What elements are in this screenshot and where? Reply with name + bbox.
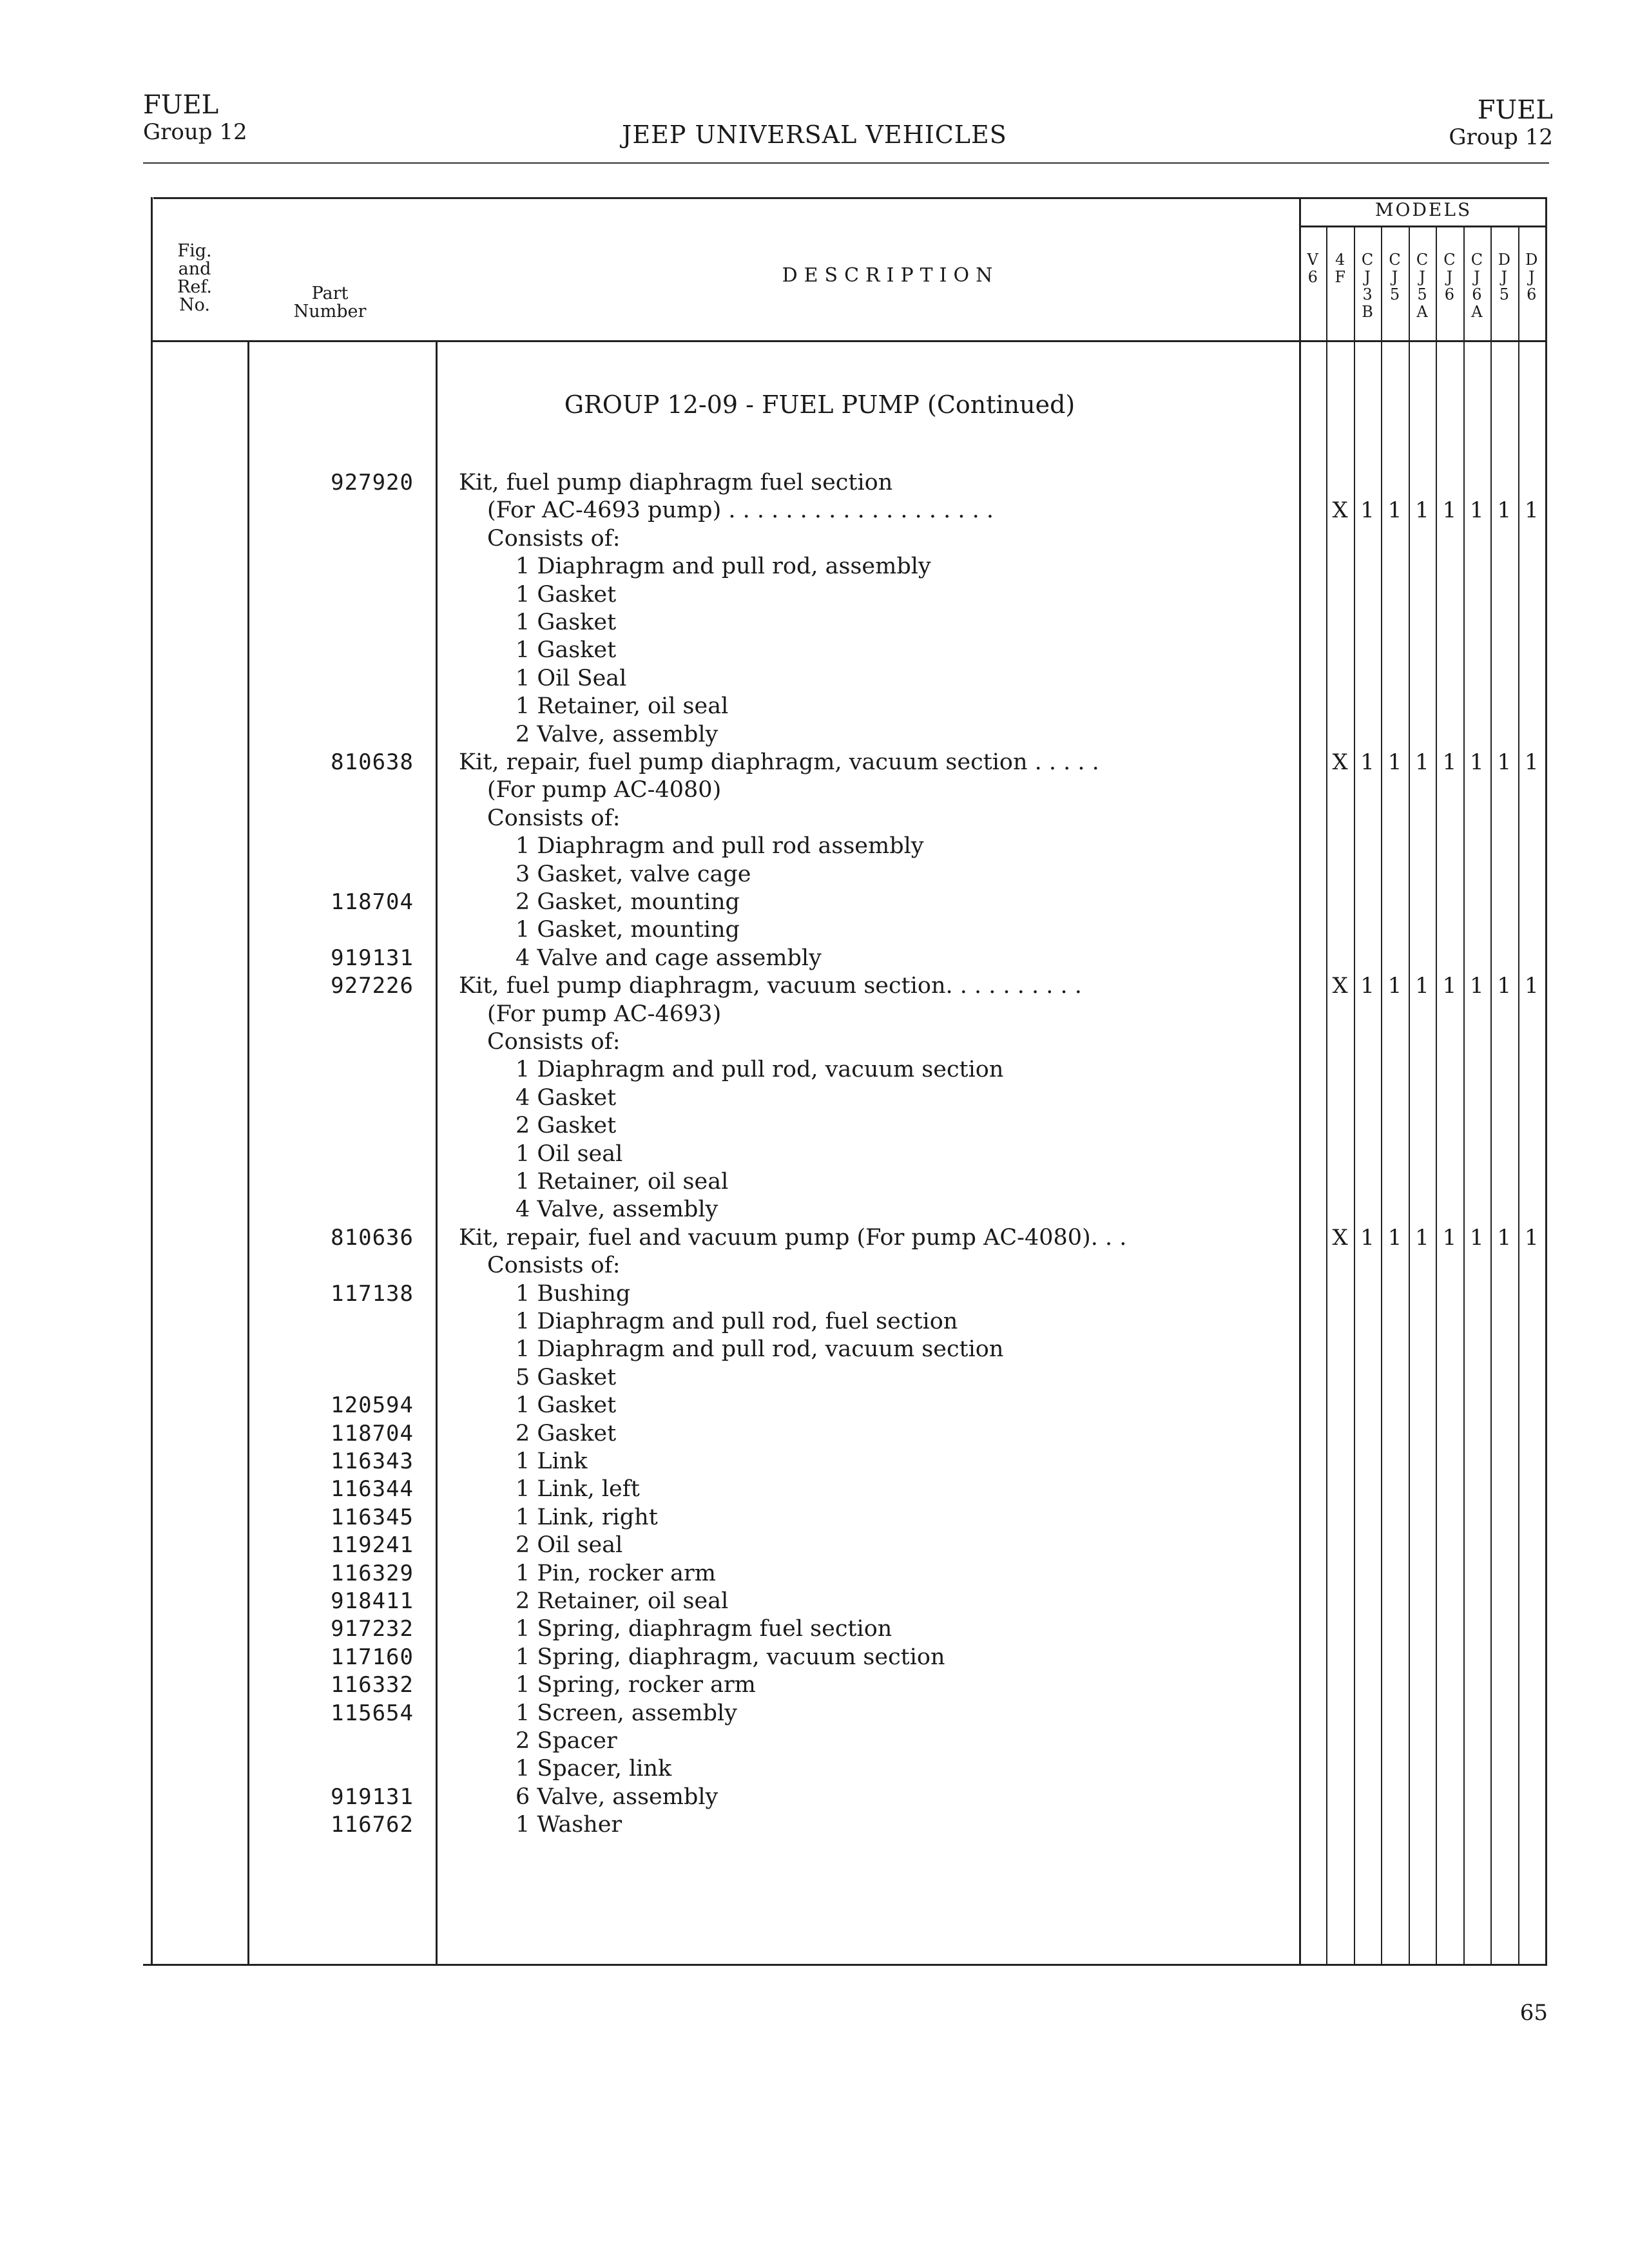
model-quantity: 1 — [1387, 497, 1402, 524]
table-row — [143, 749, 1545, 776]
header-row-divider — [151, 340, 1547, 342]
table-row — [143, 693, 1545, 720]
models-column-header: MODELS — [1374, 199, 1472, 220]
model-quantity: 1 — [1524, 749, 1539, 775]
table-row — [143, 1783, 1545, 1811]
part-description: 5 Gasket — [516, 1364, 617, 1390]
table-border-top — [153, 197, 1547, 199]
model-quantity: 1 — [1387, 973, 1402, 999]
model-quantity: X — [1332, 497, 1348, 524]
table-row — [143, 1196, 1545, 1224]
part-description: 1 Retainer, oil seal — [516, 1169, 729, 1195]
table-row — [143, 637, 1545, 664]
model-quantity: 1 — [1360, 749, 1374, 775]
model-quantity: 1 — [1497, 497, 1512, 524]
model-quantity: X — [1332, 1224, 1348, 1251]
table-row — [143, 1336, 1545, 1363]
part-description: 4 Valve, assembly — [516, 1196, 718, 1223]
model-quantity: 1 — [1442, 497, 1457, 524]
model-quantity: 1 — [1415, 497, 1429, 524]
model-quantity: X — [1332, 973, 1348, 999]
table-row — [143, 1168, 1545, 1196]
table-row — [143, 1001, 1545, 1028]
table-row — [143, 1644, 1545, 1671]
model-quantity: 1 — [1360, 1224, 1374, 1251]
table-row — [143, 1028, 1545, 1056]
part-number: 116762 — [331, 1812, 414, 1838]
part-description: 6 Valve, assembly — [516, 1783, 718, 1810]
part-description: 2 Gasket, mounting — [516, 889, 740, 915]
part-number: 810638 — [331, 749, 414, 775]
model-quantity: 1 — [1524, 973, 1539, 999]
part-description: 2 Spacer — [516, 1728, 617, 1754]
part-number: 118704 — [331, 1420, 414, 1446]
table-row — [143, 469, 1545, 497]
part-description: Kit, fuel pump diaphragm, vacuum section. . . . . . . . . . — [459, 973, 1082, 999]
model-header-6: C J 6 A — [1470, 251, 1483, 321]
table-row — [143, 553, 1545, 581]
model-header-2: C J 3 B — [1361, 251, 1374, 321]
table-border-bottom — [143, 1964, 1547, 1966]
part-description: 1 Link, left — [516, 1476, 640, 1503]
part-description: 1 Diaphragm and pull rod, vacuum section — [516, 1336, 1004, 1363]
model-quantity: 1 — [1497, 749, 1512, 775]
part-description: 1 Gasket — [516, 1392, 617, 1419]
table-row — [143, 1615, 1545, 1643]
table-row — [143, 1671, 1545, 1699]
part-description: 1 Diaphragm and pull rod assembly — [516, 833, 924, 860]
table-row — [143, 1700, 1545, 1727]
page-number: 65 — [1519, 2000, 1548, 2026]
table-row — [143, 1811, 1545, 1839]
part-description: 2 Retainer, oil seal — [516, 1588, 729, 1614]
table-row — [143, 805, 1545, 832]
model-quantity: 1 — [1524, 497, 1539, 524]
part-description: 1 Pin, rocker arm — [516, 1560, 716, 1586]
part-description: 1 Spring, rocker arm — [516, 1672, 756, 1698]
model-quantity: X — [1332, 749, 1348, 775]
model-header-5: C J 6 — [1443, 251, 1456, 303]
model-quantity: 1 — [1470, 497, 1484, 524]
model-header-0: V 6 — [1307, 251, 1318, 286]
model-quantity: 1 — [1442, 749, 1457, 775]
header-rule — [143, 162, 1549, 164]
table-row — [143, 1280, 1545, 1308]
part-number: 919131 — [331, 945, 414, 971]
table-row — [143, 1560, 1545, 1588]
part-number: 116332 — [331, 1672, 414, 1698]
description-column-header: DESCRIPTION — [782, 264, 999, 287]
table-row — [143, 525, 1545, 553]
part-description: Consists of: — [487, 805, 621, 831]
part-description: 1 Diaphragm and pull rod, fuel section — [516, 1309, 958, 1334]
part-description: 1 Diaphragm and pull rod, vacuum section — [516, 1057, 1004, 1083]
table-row — [143, 1112, 1545, 1140]
table-row — [143, 945, 1545, 972]
model-quantity: 1 — [1524, 1224, 1539, 1251]
model-quantity: 1 — [1442, 1224, 1457, 1251]
part-description: 1 Spacer, link — [516, 1756, 672, 1782]
table-row — [143, 665, 1545, 693]
part-number: 117160 — [331, 1644, 414, 1670]
table-row — [143, 1588, 1545, 1615]
model-quantity: 1 — [1360, 497, 1374, 524]
part-description: 1 Link, right — [516, 1504, 658, 1530]
part-description: 1 Link — [516, 1448, 588, 1474]
parts-table — [143, 197, 1548, 1966]
part-description: Kit, repair, fuel and vacuum pump (For pump AC-4080). . . — [459, 1224, 1127, 1251]
table-row — [143, 1252, 1545, 1280]
header-center-title: JEEP UNIVERSAL VEHICLES — [622, 120, 1007, 149]
header-right-subtitle: Group 12 — [1449, 124, 1553, 150]
part-description: Consists of: — [487, 525, 621, 552]
part-description: 2 Oil seal — [516, 1532, 623, 1559]
part-number: 116329 — [331, 1560, 414, 1586]
table-row — [143, 1140, 1545, 1168]
model-quantity: 1 — [1415, 1224, 1429, 1251]
part-description: (For AC-4693 pump) . . . . . . . . . . . . . . . . . . . — [487, 497, 994, 524]
part-description: 1 Spring, diaphragm, vacuum section — [516, 1644, 945, 1670]
part-description: 1 Gasket — [516, 637, 617, 664]
part-description: (For pump AC-4080) — [487, 777, 722, 803]
table-row — [143, 1364, 1545, 1392]
part-number: 116345 — [331, 1504, 414, 1530]
model-quantity: 1 — [1470, 973, 1484, 999]
table-row — [143, 861, 1545, 889]
table-row — [143, 497, 1545, 524]
table-row — [143, 1475, 1545, 1503]
model-header-7: D J 5 — [1498, 251, 1510, 303]
model-quantity: 1 — [1470, 1224, 1484, 1251]
part-number: 119241 — [331, 1532, 414, 1559]
part-number: 116343 — [331, 1448, 414, 1474]
part-description: 4 Valve and cage assembly — [516, 945, 822, 971]
model-header-3: C J 5 — [1389, 251, 1401, 303]
part-description: 1 Screen, assembly — [516, 1700, 737, 1726]
model-quantity: 1 — [1442, 973, 1457, 999]
model-quantity: 1 — [1497, 1224, 1512, 1251]
part-description: 4 Gasket — [516, 1084, 617, 1111]
table-row — [143, 1084, 1545, 1112]
table-row — [143, 1420, 1545, 1448]
model-header-4: C J 5 A — [1416, 251, 1429, 321]
model-quantity: 1 — [1497, 973, 1512, 999]
header-right — [1449, 97, 1553, 151]
table-row — [143, 609, 1545, 637]
part-number: 918411 — [331, 1588, 414, 1614]
table-row — [143, 1504, 1545, 1532]
part-number: 810636 — [331, 1224, 414, 1251]
model-quantity: 1 — [1470, 749, 1484, 775]
part-description: (For pump AC-4693) — [487, 1001, 722, 1027]
model-header-8: D J 6 — [1525, 251, 1538, 303]
part-description: 1 Retainer, oil seal — [516, 693, 729, 720]
part-number: 927226 — [331, 973, 414, 999]
part-description: Consists of: — [487, 1029, 621, 1055]
table-row — [143, 1392, 1545, 1419]
table-row — [143, 1727, 1545, 1755]
part-description: Kit, fuel pump diaphragm fuel section — [459, 470, 893, 495]
part-number: 919131 — [331, 1783, 414, 1810]
header-left-subtitle: Group 12 — [143, 119, 247, 145]
table-row — [143, 972, 1545, 1000]
part-number: 927920 — [331, 470, 414, 495]
table-row — [143, 916, 1545, 944]
table-row — [143, 1532, 1545, 1559]
part-description: 2 Gasket — [516, 1113, 617, 1139]
part-number: 917232 — [331, 1616, 414, 1642]
part-number: 116344 — [331, 1476, 414, 1503]
part-description: 3 Gasket, valve cage — [516, 861, 751, 887]
part-description: 1 Diaphragm and pull rod, assembly — [516, 553, 931, 580]
model-quantity: 1 — [1415, 749, 1429, 775]
fig-ref-column-header: Fig. and Ref. No. — [177, 241, 212, 315]
part-number-column-header: Part Number — [293, 284, 367, 322]
table-row — [143, 832, 1545, 860]
table-row — [143, 1755, 1545, 1783]
model-quantity: 1 — [1387, 749, 1402, 775]
header-right-title: FUEL — [1477, 95, 1553, 125]
part-description: 1 Oil Seal — [516, 665, 627, 691]
part-description: 1 Gasket, mounting — [516, 917, 740, 943]
part-number: 115654 — [331, 1700, 414, 1726]
table-row — [143, 581, 1545, 609]
table-row — [143, 721, 1545, 749]
model-quantity: 1 — [1415, 973, 1429, 999]
part-description: Consists of: — [487, 1253, 621, 1279]
part-number: 120594 — [331, 1392, 414, 1419]
part-description: Kit, repair, fuel pump diaphragm, vacuum section . . . . . — [459, 749, 1099, 775]
part-description: 1 Bushing — [516, 1280, 631, 1307]
part-description: 1 Gasket — [516, 610, 617, 635]
part-number: 117138 — [331, 1280, 414, 1307]
model-quantity: 1 — [1387, 1224, 1402, 1251]
table-row — [143, 1308, 1545, 1336]
part-description: 1 Washer — [516, 1812, 622, 1838]
table-row — [143, 889, 1545, 916]
table-row — [143, 1448, 1545, 1475]
part-description: 1 Oil seal — [516, 1140, 623, 1167]
models-label-divider — [1299, 226, 1547, 227]
table-row — [143, 776, 1545, 804]
part-description: 2 Valve, assembly — [516, 721, 718, 747]
model-header-1: 4 F — [1335, 251, 1345, 286]
table-row — [143, 1056, 1545, 1084]
group-title: GROUP 12-09 - FUEL PUMP (Continued) — [564, 390, 1075, 419]
header-left-title: FUEL — [143, 90, 219, 120]
part-number: 118704 — [331, 889, 414, 915]
model-quantity: 1 — [1360, 973, 1374, 999]
part-description: 1 Spring, diaphragm fuel section — [516, 1616, 892, 1642]
part-description: 1 Gasket — [516, 581, 617, 608]
part-description: 2 Gasket — [516, 1420, 617, 1446]
table-border-right — [1545, 197, 1547, 1966]
table-row — [143, 1224, 1545, 1252]
